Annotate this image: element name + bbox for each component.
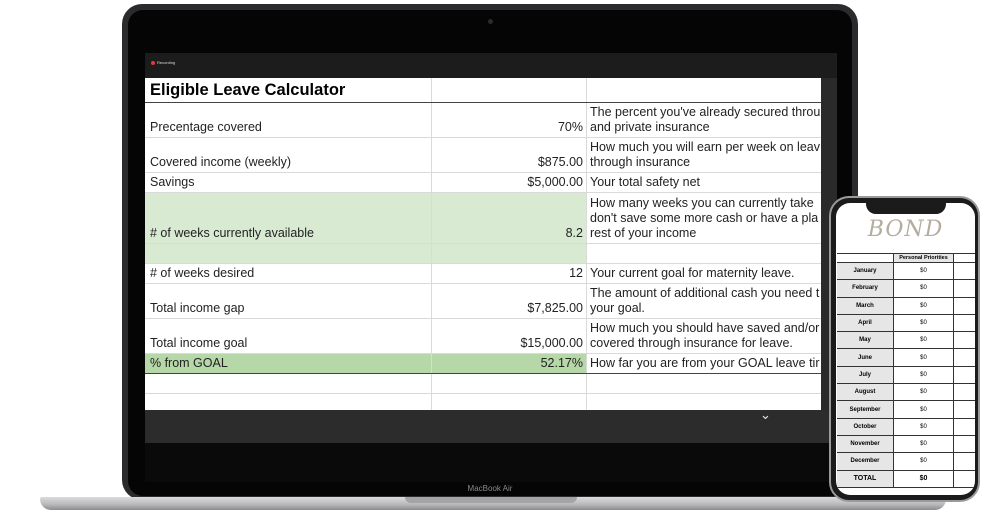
table-row — [145, 173, 821, 193]
cell-empty — [954, 367, 975, 383]
row-description[interactable] — [587, 138, 821, 172]
month-value[interactable]: $0 — [894, 349, 954, 365]
cell-empty[interactable] — [145, 394, 432, 410]
cell-empty — [954, 280, 975, 296]
cell-empty — [954, 332, 975, 348]
month-value[interactable]: $0 — [894, 280, 954, 296]
month-label: June — [837, 349, 894, 365]
month-label: July — [837, 367, 894, 383]
total-value: $0 — [894, 471, 954, 487]
cell-empty[interactable] — [432, 374, 587, 393]
cell-empty — [954, 315, 975, 331]
row-label[interactable] — [145, 244, 432, 263]
bond-logo: BOND — [867, 217, 944, 242]
month-value[interactable]: $0 — [894, 419, 954, 435]
spreadsheet[interactable] — [145, 78, 821, 410]
table-header-row — [837, 253, 975, 263]
total-label: TOTAL — [837, 471, 894, 487]
table-row — [145, 244, 821, 264]
month-value[interactable]: $0 — [894, 298, 954, 314]
row-description[interactable] — [587, 354, 821, 373]
month-label: April — [837, 315, 894, 331]
phone-budget-table — [837, 253, 975, 488]
table-row — [837, 263, 975, 280]
table-row — [837, 280, 975, 297]
table-row — [145, 103, 821, 138]
table-row — [837, 436, 975, 453]
month-label: January — [837, 263, 894, 279]
table-row — [837, 384, 975, 401]
month-label: December — [837, 453, 894, 469]
cell-empty[interactable] — [145, 374, 432, 393]
month-label: August — [837, 384, 894, 400]
table-row — [837, 298, 975, 315]
row-label[interactable]: Covered income (weekly) — [145, 138, 432, 172]
table-row — [145, 354, 821, 374]
cell-empty — [954, 436, 975, 452]
month-value[interactable]: $0 — [894, 263, 954, 279]
row-value[interactable]: 52.17% — [432, 354, 587, 373]
month-label: May — [837, 332, 894, 348]
row-value[interactable]: 12 — [432, 264, 587, 283]
laptop-hinge-notch — [405, 497, 577, 503]
cell-empty[interactable] — [587, 394, 821, 410]
table-row — [145, 319, 821, 354]
row-label[interactable]: # of weeks currently available — [145, 193, 432, 243]
row-value[interactable] — [432, 244, 587, 263]
record-dot-icon — [151, 61, 155, 65]
recording-label: Recording — [157, 60, 176, 65]
cell-empty — [954, 419, 975, 435]
row-description-text: How much you will earn per week on leav through insurance — [590, 140, 820, 169]
row-value[interactable]: 8.2 — [432, 193, 587, 243]
table-row — [145, 284, 821, 319]
header-extra — [954, 254, 975, 262]
recording-indicator — [151, 60, 175, 65]
cell-empty — [954, 263, 975, 279]
chevron-down-icon[interactable]: ⌄ — [760, 407, 771, 422]
month-value[interactable]: $0 — [894, 332, 954, 348]
cell-empty — [954, 384, 975, 400]
phone-notch — [866, 201, 946, 214]
cell-empty — [954, 401, 975, 417]
laptop-model-label: MacBook Air — [467, 484, 513, 493]
row-description[interactable] — [587, 284, 821, 318]
row-description[interactable] — [587, 193, 821, 243]
table-row — [837, 332, 975, 349]
row-description-text: The percent you've already secured throu and private insurance — [590, 105, 821, 134]
row-label[interactable]: # of weeks desired — [145, 264, 432, 283]
table-row — [837, 401, 975, 418]
month-label: September — [837, 401, 894, 417]
row-value[interactable]: $7,825.00 — [432, 284, 587, 318]
row-description-text: How much you should have saved and/or covered through insurance for leave. — [590, 321, 820, 350]
cell-empty[interactable] — [587, 374, 821, 393]
table-row — [837, 315, 975, 332]
row-label[interactable]: Precentage covered — [145, 103, 432, 137]
row-value[interactable]: $5,000.00 — [432, 173, 587, 192]
row-description[interactable] — [587, 244, 821, 263]
table-row — [145, 374, 821, 394]
cell-empty — [954, 471, 975, 487]
table-row — [145, 193, 821, 244]
row-label[interactable]: Total income goal — [145, 319, 432, 353]
viewer-controls — [145, 410, 837, 443]
cell-empty[interactable] — [587, 78, 821, 102]
cell-empty[interactable] — [432, 78, 587, 102]
row-value[interactable]: $15,000.00 — [432, 319, 587, 353]
laptop-screen — [145, 53, 837, 482]
column-header: Personal Priorities — [894, 254, 954, 262]
total-row — [837, 471, 975, 488]
row-description[interactable] — [587, 173, 821, 192]
cell-empty[interactable] — [432, 394, 587, 410]
camera-icon — [488, 19, 493, 24]
phone-screen — [836, 203, 975, 495]
row-value[interactable]: 70% — [432, 103, 587, 137]
table-row — [837, 419, 975, 436]
sheet-title[interactable]: Eligible Leave Calculator — [145, 78, 432, 102]
row-description-text: Your total safety net — [590, 175, 701, 189]
table-row — [145, 394, 821, 410]
row-description-text: How far you are from your GOAL leave tir — [590, 356, 820, 370]
month-value[interactable]: $0 — [894, 436, 954, 452]
month-value[interactable]: $0 — [894, 367, 954, 383]
row-description[interactable] — [587, 264, 821, 283]
month-label: February — [837, 280, 894, 296]
table-row — [837, 453, 975, 470]
cell-empty — [954, 298, 975, 314]
screen-lower-area — [145, 443, 837, 482]
row-description[interactable] — [587, 103, 821, 137]
row-description-text: Your current goal for maternity leave. — [590, 266, 795, 280]
row-label[interactable]: % from GOAL — [145, 354, 432, 373]
table-row — [837, 349, 975, 366]
month-label: October — [837, 419, 894, 435]
row-label[interactable]: Total income gap — [145, 284, 432, 318]
month-value[interactable]: $0 — [894, 453, 954, 469]
month-value[interactable]: $0 — [894, 384, 954, 400]
row-description[interactable] — [587, 319, 821, 353]
row-value[interactable]: $875.00 — [432, 138, 587, 172]
table-row — [145, 264, 821, 284]
row-description-text: The amount of additional cash you need t your goal. — [590, 286, 820, 315]
recording-bar — [145, 53, 837, 78]
month-value[interactable]: $0 — [894, 315, 954, 331]
row-label[interactable]: Savings — [145, 173, 432, 192]
table-row — [145, 138, 821, 173]
month-value[interactable]: $0 — [894, 401, 954, 417]
title-row — [145, 78, 821, 103]
month-label: November — [837, 436, 894, 452]
cell-empty — [954, 453, 975, 469]
cell-empty — [954, 349, 975, 365]
row-description-text: How many weeks you can currently take don't save some more cash or have a pla rest of your income — [590, 196, 819, 240]
month-label: March — [837, 298, 894, 314]
header-empty — [837, 254, 894, 262]
table-row — [837, 367, 975, 384]
